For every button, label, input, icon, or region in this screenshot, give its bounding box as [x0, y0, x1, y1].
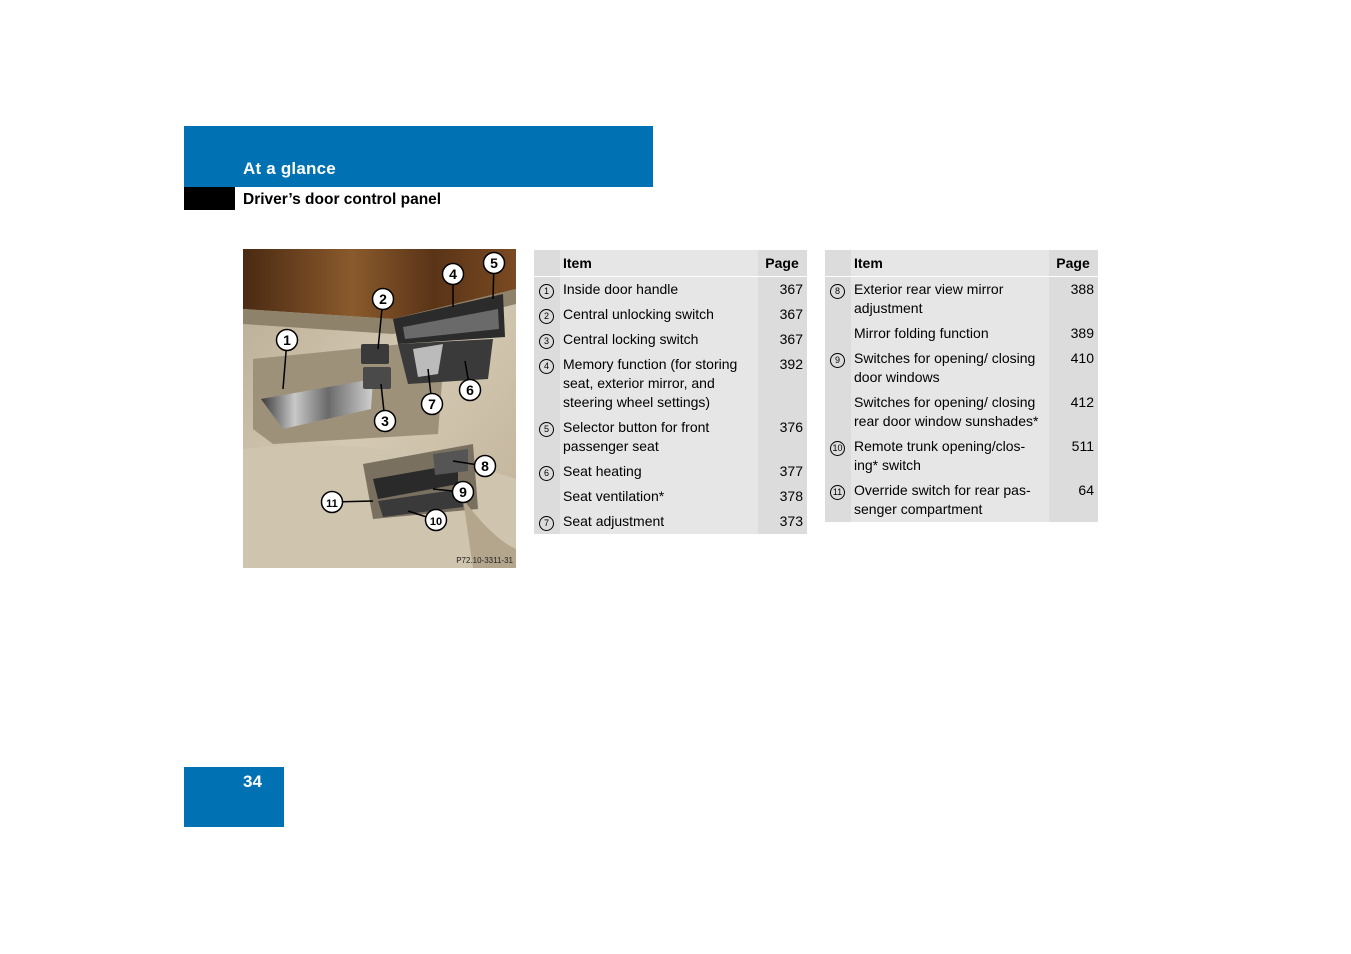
item-label: Switches for opening/ closing rear door window sunshades*	[851, 390, 1049, 434]
table-row	[534, 415, 807, 459]
item-label: Mirror folding function	[851, 321, 1049, 346]
callout-label: 7	[428, 396, 436, 412]
table-row	[534, 327, 807, 352]
page-ref[interactable]: 378	[758, 484, 807, 509]
callout-label: 4	[449, 266, 457, 282]
table-row	[825, 390, 1098, 434]
col-num	[825, 250, 851, 277]
page-ref[interactable]: 373	[758, 509, 807, 534]
col-item: Item	[851, 250, 1049, 277]
item-label: Central locking switch	[560, 327, 758, 352]
page-ref[interactable]: 64	[1049, 478, 1098, 522]
table-header-row	[534, 250, 807, 277]
door-panel-illustration	[243, 249, 516, 568]
table-row	[825, 346, 1098, 390]
items-table-left	[534, 250, 807, 534]
page-ref[interactable]: 392	[758, 352, 807, 415]
item-number: 1	[539, 284, 554, 299]
page-ref[interactable]: 377	[758, 459, 807, 484]
col-num	[534, 250, 560, 277]
col-page: Page	[758, 250, 807, 277]
page-ref[interactable]: 389	[1049, 321, 1098, 346]
item-label: Remote trunk opening/clos-ing* switch	[851, 434, 1049, 478]
page-ref[interactable]: 367	[758, 327, 807, 352]
item-number: 7	[539, 516, 554, 531]
table-row	[825, 321, 1098, 346]
callout-label: 2	[379, 291, 387, 307]
table-row	[534, 484, 807, 509]
items-table-right	[825, 250, 1098, 522]
table-header-row	[825, 250, 1098, 277]
callout-label: 11	[326, 498, 338, 510]
item-number: 6	[539, 466, 554, 481]
item-number: 4	[539, 359, 554, 374]
photo-code: P72.10-3311-31	[456, 556, 513, 565]
page-ref[interactable]: 367	[758, 302, 807, 327]
item-number: 10	[830, 441, 845, 456]
item-label: Seat adjustment	[560, 509, 758, 534]
section-title: At a glance	[243, 159, 336, 178]
item-label: Selector button for front passenger seat	[560, 415, 758, 459]
table-row	[534, 352, 807, 415]
col-page: Page	[1049, 250, 1098, 277]
table-row	[825, 478, 1098, 522]
item-label: Seat ventilation*	[560, 484, 758, 509]
table-row	[825, 277, 1098, 322]
table-row	[534, 302, 807, 327]
page-ref[interactable]: 376	[758, 415, 807, 459]
page-ref[interactable]: 412	[1049, 390, 1098, 434]
item-label: Exterior rear view mirror adjustment	[851, 277, 1049, 322]
table-row	[534, 277, 807, 303]
item-number: 9	[830, 353, 845, 368]
page-ref[interactable]: 511	[1049, 434, 1098, 478]
item-number: 5	[539, 422, 554, 437]
item-label: Central unlocking switch	[560, 302, 758, 327]
callout-label: 1	[283, 332, 291, 348]
callout-label: 10	[429, 516, 443, 528]
subsection-title: Driver’s door control panel	[243, 191, 442, 208]
callout-label: 9	[459, 484, 467, 500]
page-ref[interactable]: 367	[758, 277, 807, 303]
item-label: Memory function (for storing seat, exterior mirror, and steering wheel settings)	[560, 352, 758, 415]
page-number-box	[184, 767, 284, 827]
item-label: Override switch for rear pas-senger compartment	[851, 478, 1049, 522]
item-label: Inside door handle	[560, 277, 758, 303]
item-label: Seat heating	[560, 459, 758, 484]
page-number: 34	[243, 772, 262, 791]
callout-label: 8	[481, 458, 489, 474]
table-row	[825, 434, 1098, 478]
page-ref[interactable]: 410	[1049, 346, 1098, 390]
item-number: 2	[539, 309, 554, 324]
callout-label: 6	[466, 382, 474, 398]
item-number: 11	[830, 485, 845, 500]
subsection-marker	[184, 187, 235, 210]
item-number: 3	[539, 334, 554, 349]
item-label: Switches for opening/ closing door windows	[851, 346, 1049, 390]
table-row	[534, 459, 807, 484]
callout-label: 3	[381, 413, 389, 429]
item-number: 8	[830, 284, 845, 299]
page-ref[interactable]: 388	[1049, 277, 1098, 322]
table-row	[534, 509, 807, 534]
door-panel-photo	[243, 249, 516, 568]
callout-label: 5	[490, 255, 498, 271]
col-item: Item	[560, 250, 758, 277]
